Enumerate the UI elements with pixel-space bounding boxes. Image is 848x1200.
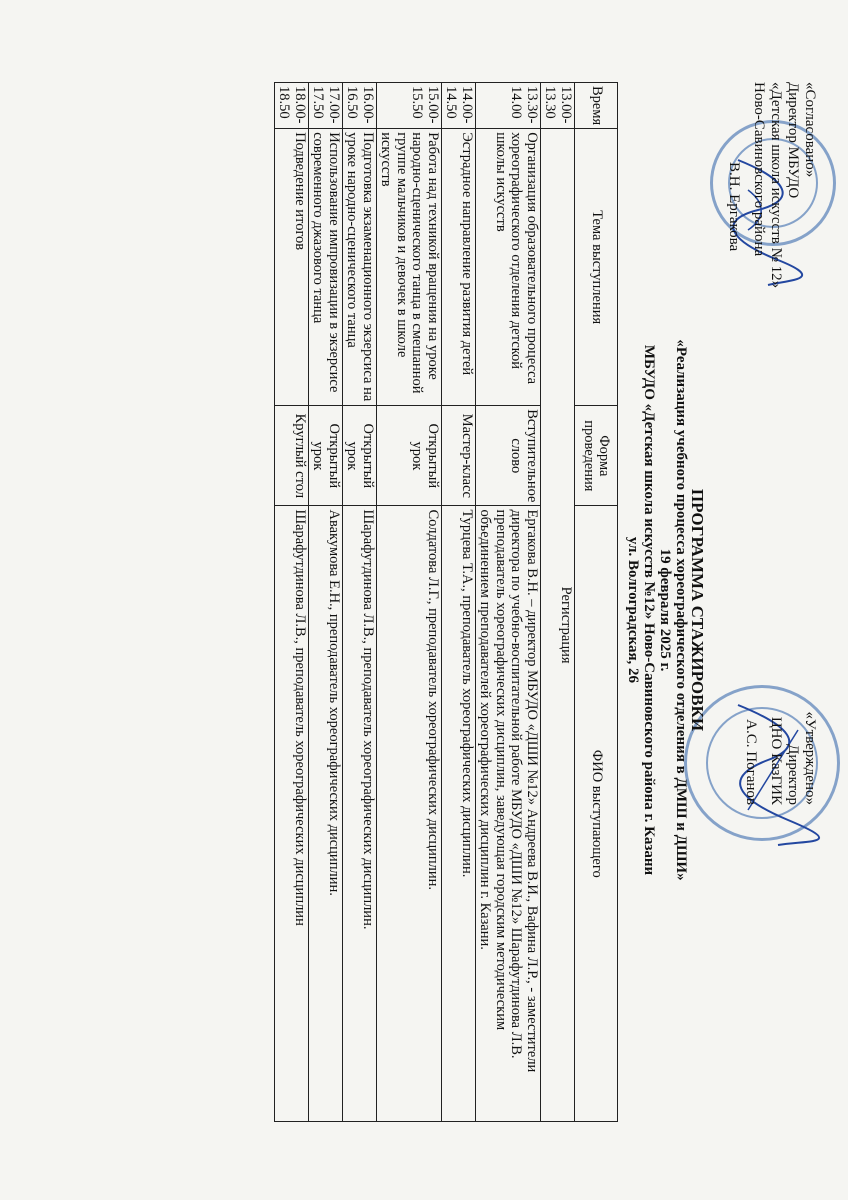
header-topic: Тема выступления	[575, 129, 618, 406]
row-form: Мастер-класс	[442, 406, 476, 506]
program-subtitle: «Реализация учебного процесса хореографического отделения в ДМШ и ДШИ»	[673, 339, 689, 881]
row-form: Открытый урок	[343, 406, 377, 506]
approval-person: А.С. Поганов	[743, 719, 759, 805]
table-row	[377, 83, 442, 1122]
row-time: 13.30-14.00	[476, 83, 541, 129]
row-speaker: Солдатова Л.Г., преподаватель хореографических дисциплин.	[377, 506, 442, 1122]
registration-time: 13.00-13.30	[541, 83, 575, 129]
row-form: Открытый урок	[377, 406, 442, 506]
registration-row	[541, 83, 575, 1122]
approval-org: ЦНО КазГИК	[768, 716, 784, 805]
row-topic: Организация образовательного процесса хореографического отделения детской школы искусств	[476, 129, 541, 406]
table-row	[442, 83, 476, 1122]
row-time: 15.00-15.50	[377, 83, 442, 129]
approval-position: Директор МБУДО	[785, 82, 801, 199]
header-speaker: ФИО выступающего	[575, 506, 618, 1122]
approval-label: «Утверждено»	[802, 711, 818, 805]
page-title: ПРОГРАММА СТАЖИРОВКИ	[688, 488, 707, 732]
approval-district: Ново-Савиновского района	[751, 82, 767, 257]
approval-label: «Согласовано»	[802, 82, 818, 178]
table-row	[309, 83, 343, 1122]
table-row	[476, 83, 541, 1122]
approval-position: Директор	[785, 744, 801, 805]
row-speaker: Ергакова В.Н. – директор МБУДО «ДШИ №12» Андреева В.И., Вафина Л.Р., - заместители директора по учебно-воспитательной работе МБУДО «ДШИ №12» Шарафутдинова Л.В. преподаватель хореографических дисциплин, заведующая городским методическим объединением преподавателей хореографических дисциплин г. Казани.	[476, 506, 541, 1122]
row-time: 18.00-18.50	[275, 83, 309, 129]
row-form: Вступительное слово	[476, 406, 541, 506]
row-time: 16.00-16.50	[343, 83, 377, 129]
table-row	[343, 83, 377, 1122]
row-topic: Подготовка экзаменационного экзерсиса на уроке народно-сценического танца	[343, 129, 377, 406]
approval-org: «Детская школа искусств № 12»	[768, 82, 784, 289]
row-form: Круглый стол	[275, 406, 309, 506]
row-speaker: Турцева Т.А., преподаватель хореографических дисциплин.	[442, 506, 476, 1122]
row-form: Открытый урок	[309, 406, 343, 506]
header-form: Форма проведения	[575, 406, 618, 506]
row-time: 14.00-14.50	[442, 83, 476, 129]
row-topic: Подведение итогов	[275, 129, 309, 406]
approval-block-left	[725, 82, 818, 288]
row-speaker: Шарафутдинова Л.В., преподаватель хореографических дисциплин.	[343, 506, 377, 1122]
table-row	[275, 83, 309, 1122]
program-date: 19 февраля 2025 г.	[657, 548, 673, 672]
row-topic: Эстрадное направление развития детей	[442, 129, 476, 406]
program-table	[274, 82, 618, 1122]
header-time: Время	[575, 83, 618, 129]
document-title-block	[625, 110, 705, 1110]
row-time: 17.00-17.50	[309, 83, 343, 129]
program-organization: МБУДО «Детская школа искусств №12» Ново-Савиновского района г. Казани	[641, 344, 657, 876]
row-topic: Работа над техникой вращения на уроке народно-сценического танца в смешанной группе мальчиков и девочек в школе искусств	[377, 129, 442, 406]
row-speaker: Авакумова Е.Н., преподаватель хореографических дисциплин.	[309, 506, 343, 1122]
table-header-row	[575, 83, 618, 1122]
row-speaker: Шарафутдинова Л.В., преподаватель хореографических дисциплин	[275, 506, 309, 1122]
row-topic: Использование импровизации в экзерсисе современного джазового танца	[309, 129, 343, 406]
approval-person: В.Н. Ергакова	[726, 162, 742, 252]
approval-block-right	[742, 545, 818, 805]
program-address: ул. Волгоградская, 26	[625, 536, 641, 684]
registration-text: Регистрация	[541, 129, 575, 1122]
